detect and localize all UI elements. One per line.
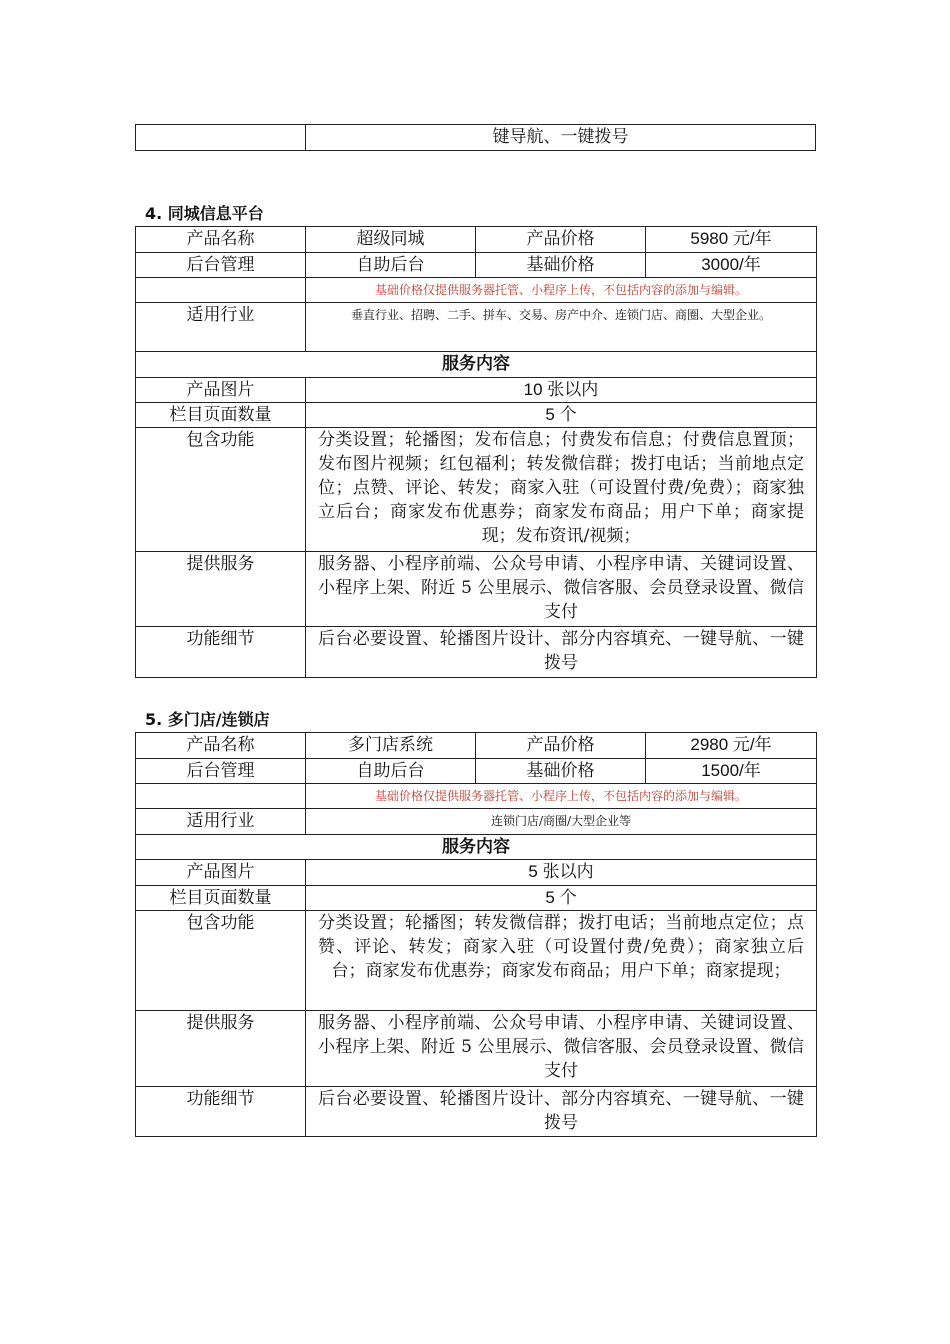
product-name-label: 产品名称: [136, 733, 306, 759]
table-row: [136, 1011, 817, 1087]
price-label: 产品价格: [476, 227, 646, 253]
services-value: 服务器、小程序前端、公众号申请、小程序申请、关键词设置、小程序上架、附近 5 公里展示、微信客服、会员登录设置、微信支付: [306, 552, 817, 627]
price-label: 产品价格: [476, 733, 646, 759]
services-value: 服务器、小程序前端、公众号申请、小程序申请、关键词设置、小程序上架、附近 5 公里展示、微信客服、会员登录设置、微信支付: [306, 1011, 817, 1087]
service-content-header: 服务内容: [136, 835, 817, 860]
pages-label: 栏目页面数量: [136, 886, 306, 911]
table-row: [136, 278, 817, 303]
table-row: [136, 911, 817, 1011]
table-row: [136, 784, 817, 809]
table-row: [136, 860, 817, 886]
table-row: [136, 733, 817, 759]
product-name-value: 超级同城: [306, 227, 476, 253]
pages-value: 5 个: [306, 403, 817, 428]
images-label: 产品图片: [136, 860, 306, 886]
empty-cell: [136, 125, 306, 151]
table-row: [136, 552, 817, 627]
backend-label: 后台管理: [136, 759, 306, 784]
details-label: 功能细节: [136, 1087, 306, 1137]
section-heading: 5. 多门店/连锁店: [145, 710, 270, 729]
details-value: 后台必要设置、轮播图片设计、部分内容填充、一键导航、一键拨号: [306, 627, 817, 678]
table-row: [136, 403, 817, 428]
empty-cell: [136, 784, 306, 809]
table-row: [136, 428, 817, 552]
base-price-note: 基础价格仅提供服务器托管、小程序上传，不包括内容的添加与编辑。: [306, 784, 817, 809]
table-row: [136, 759, 817, 784]
product-name-value: 多门店系统: [306, 733, 476, 759]
product-table-multistore: [135, 732, 817, 1137]
table-row: [136, 627, 817, 678]
table-row: [136, 378, 817, 403]
table-row: [136, 886, 817, 911]
table-row: [136, 352, 817, 378]
details-label: 功能细节: [136, 627, 306, 678]
table-row: [136, 303, 817, 352]
table-row: [136, 125, 816, 151]
table-row: [136, 809, 817, 835]
table-row: [136, 835, 817, 860]
empty-cell: [136, 278, 306, 303]
base-price-label: 基础价格: [476, 253, 646, 278]
table-row: [136, 253, 817, 278]
details-continuation: 键导航、一键拨号: [306, 125, 816, 151]
section-heading: 4. 同城信息平台: [145, 204, 264, 223]
features-label: 包含功能: [136, 911, 306, 1011]
images-value: 5 张以内: [306, 860, 817, 886]
backend-value: 自助后台: [306, 759, 476, 784]
base-price-value: 3000/年: [646, 253, 817, 278]
base-price-label: 基础价格: [476, 759, 646, 784]
industry-value: 连锁门店/商圈/大型企业等: [306, 809, 817, 835]
features-value: 分类设置；轮播图；转发微信群；拨打电话；当前地点定位；点赞、评论、转发；商家入驻（可设置付费/免费）；商家独立后台；商家发布优惠券；商家发布商品；用户下单；商家提现；: [306, 911, 817, 1011]
features-label: 包含功能: [136, 428, 306, 552]
table-row: [136, 1087, 817, 1137]
details-value: 后台必要设置、轮播图片设计、部分内容填充、一键导航、一键拨号: [306, 1087, 817, 1137]
table-row: [136, 227, 817, 253]
images-value: 10 张以内: [306, 378, 817, 403]
backend-label: 后台管理: [136, 253, 306, 278]
service-content-header: 服务内容: [136, 352, 817, 378]
base-price-value: 1500/年: [646, 759, 817, 784]
backend-value: 自助后台: [306, 253, 476, 278]
industry-label: 适用行业: [136, 809, 306, 835]
pages-label: 栏目页面数量: [136, 403, 306, 428]
product-name-label: 产品名称: [136, 227, 306, 253]
features-value: 分类设置；轮播图；发布信息；付费发布信息；付费信息置顶；发布图片视频；红包福利；转发微信群；拨打电话；当前地点定位；点赞、评论、转发；商家入驻（可设置付费/免费）；商家独立后台；商家发布优惠券；商家发布商品；用户下单；商家提现；发布资讯/视频；: [306, 428, 817, 552]
price-value: 2980 元/年: [646, 733, 817, 759]
industry-label: 适用行业: [136, 303, 306, 352]
services-label: 提供服务: [136, 552, 306, 627]
product-table-tongcheng: [135, 226, 817, 678]
price-value: 5980 元/年: [646, 227, 817, 253]
industry-value: 垂直行业、招聘、二手、拼车、交易、房产中介、连锁门店、商圈、大型企业。: [306, 303, 817, 352]
images-label: 产品图片: [136, 378, 306, 403]
base-price-note: 基础价格仅提供服务器托管、小程序上传，不包括内容的添加与编辑。: [306, 278, 817, 303]
continuation-table: [135, 124, 816, 151]
pages-value: 5 个: [306, 886, 817, 911]
services-label: 提供服务: [136, 1011, 306, 1087]
